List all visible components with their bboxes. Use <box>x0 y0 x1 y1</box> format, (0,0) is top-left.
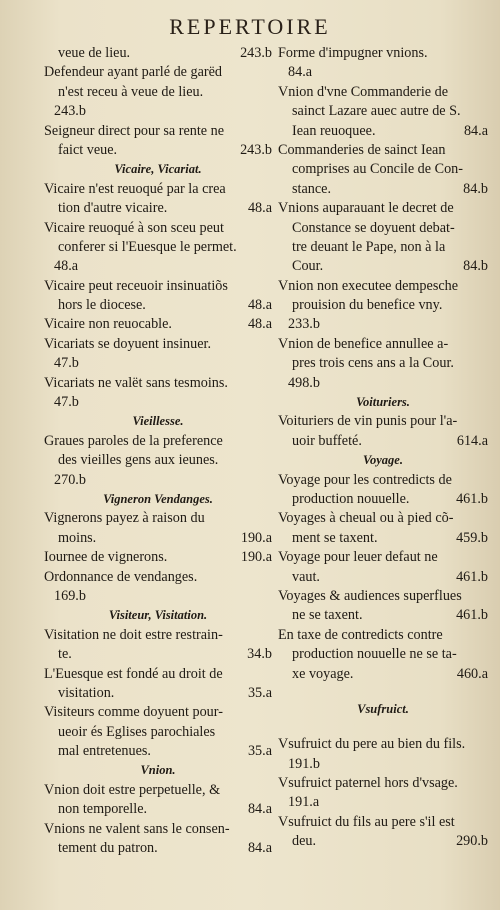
index-line <box>278 335 488 354</box>
section-heading <box>278 700 488 719</box>
index-line <box>44 354 272 373</box>
index-line <box>44 548 272 567</box>
entry-text: Vigneron Vendanges. <box>103 491 213 506</box>
folio-reference: 48.a <box>247 200 272 217</box>
entry-text: comprises au Concile de Con- <box>292 161 463 178</box>
entry-text: 191.a <box>288 794 320 811</box>
entry-text: 233.b <box>288 316 320 333</box>
section-heading <box>44 490 272 509</box>
folio-reference: 84.a <box>463 122 488 139</box>
folio-reference: 460.a <box>456 665 488 682</box>
entry-text: veue de lieu. <box>58 45 131 61</box>
entry-text: Voituriers. <box>356 395 410 410</box>
folio-reference: 84.a <box>247 840 272 857</box>
index-line <box>44 44 272 63</box>
index-line <box>278 296 488 315</box>
spacer <box>278 684 488 700</box>
index-line <box>44 374 272 393</box>
folio-reference: 35.a <box>247 684 272 701</box>
entry-text: Vsufruict du fils au pere s'il est <box>278 813 455 830</box>
section-heading <box>44 160 272 179</box>
index-line <box>44 509 272 528</box>
entry-text: Voituriers de vin punis pour l'a- <box>278 413 458 430</box>
index-line <box>278 665 488 684</box>
index-line <box>278 63 488 82</box>
entry-text: 47.b <box>54 394 79 411</box>
entry-text: Vnion d'vne Commanderie de <box>278 83 449 100</box>
entry-text: Commanderies de sainct Iean <box>278 141 446 158</box>
entry-text: vaut. <box>292 568 320 585</box>
entry-text: Voyage pour les contredicts de <box>278 471 452 488</box>
entry-text: Vnion de benefice annullee a- <box>278 335 449 352</box>
folio-reference: 190.a <box>240 549 272 566</box>
index-line <box>44 626 272 645</box>
index-line <box>278 735 488 754</box>
entry-text: Vicaire reuoqué à son sceu peut <box>44 219 224 236</box>
left-index-column <box>44 44 272 858</box>
folio-reference: 290.b <box>456 833 488 850</box>
section-heading <box>278 451 488 470</box>
entry-text: Visiteurs comme doyuent pour- <box>44 704 223 721</box>
index-line <box>278 793 488 812</box>
folio-reference: 459.b <box>456 529 488 546</box>
folio-reference: 34.b <box>247 646 272 663</box>
index-line <box>44 568 272 587</box>
folio-reference: 190.a <box>240 529 272 546</box>
index-line <box>44 83 272 102</box>
entry-text: Ordonnance de vendanges. <box>44 568 198 585</box>
index-line <box>44 180 272 199</box>
index-line <box>278 180 488 199</box>
index-line <box>278 645 488 664</box>
index-line <box>278 509 488 528</box>
index-line <box>278 354 488 373</box>
entry-text: des vieilles gens aux ieunes. <box>58 452 219 469</box>
entry-text: Vicaire, Vicariat. <box>114 162 202 177</box>
entry-text: faict veue. <box>58 141 118 158</box>
folio-reference: 35.a <box>247 743 272 760</box>
index-line <box>278 160 488 179</box>
index-line <box>44 471 272 490</box>
entry-text: 48.a <box>54 258 79 275</box>
entry-text: tion d'autre vicaire. <box>58 200 168 217</box>
index-line <box>44 122 272 141</box>
index-line <box>44 665 272 684</box>
entry-text: uoir buffeté. <box>292 432 362 449</box>
index-line <box>278 374 488 393</box>
entry-text: stance. <box>292 180 331 197</box>
entry-text: Seigneur direct pour sa rente ne <box>44 122 225 139</box>
index-line <box>278 199 488 218</box>
entry-text: Vnion. <box>140 763 176 778</box>
index-line <box>278 315 488 334</box>
entry-text: hors le diocese. <box>58 297 146 314</box>
index-line <box>278 529 488 548</box>
folio-reference: 243.b <box>240 141 272 158</box>
index-line <box>278 587 488 606</box>
entry-text: L'Euesque est fondé au droit de <box>44 665 223 682</box>
index-line <box>44 219 272 238</box>
entry-text: Vieillesse. <box>132 414 184 429</box>
entry-text: Voyage. <box>363 453 403 468</box>
entry-text: Defendeur ayant parlé de garëd <box>44 64 223 81</box>
entry-text: ne se taxent. <box>292 607 363 624</box>
entry-text: pres trois cens ans a la Cour. <box>292 355 454 372</box>
index-line <box>278 774 488 793</box>
index-line <box>44 781 272 800</box>
entry-text: production nouuelle ne se ta- <box>292 646 457 663</box>
entry-text: conferer si l'Euesque le permet. <box>58 238 237 255</box>
index-line <box>44 102 272 121</box>
index-line <box>278 471 488 490</box>
entry-text: Vnions auparauant le decret de <box>278 200 454 217</box>
index-line <box>44 393 272 412</box>
entry-text: Vicariats se doyuent insinuer. <box>44 335 211 352</box>
index-line <box>278 257 488 276</box>
entry-text: n'est receu à veue de lieu. <box>58 83 204 100</box>
index-line <box>278 432 488 451</box>
entry-text: non temporelle. <box>58 801 148 818</box>
entry-text: Vsufruict du pere au bien du fils. <box>278 736 466 753</box>
entry-text: Cour. <box>292 258 324 275</box>
entry-text: Vsufruict paternel hors d'vsage. <box>278 775 458 792</box>
entry-text: Vsufruict. <box>357 701 409 716</box>
section-heading <box>44 761 272 780</box>
entry-text: 47.b <box>54 355 79 372</box>
index-line <box>44 742 272 761</box>
entry-text: ueoir és Eglises parochiales <box>58 723 216 740</box>
index-line <box>44 645 272 664</box>
entry-text: Iournee de vignerons. <box>44 549 168 566</box>
entry-text: 169.b <box>54 587 86 604</box>
index-line <box>278 813 488 832</box>
index-line <box>44 703 272 722</box>
entry-text: Vnion doit estre perpetuelle, & <box>44 781 221 798</box>
index-line <box>278 102 488 121</box>
entry-text: Iean reuoquee. <box>292 122 376 139</box>
entry-text: te. <box>58 646 72 663</box>
entry-text: 243.b <box>54 103 86 120</box>
folio-reference: 84.a <box>247 801 272 818</box>
entry-text: Forme d'impugner vnions. <box>278 45 428 61</box>
entry-text: moins. <box>58 529 97 546</box>
index-line <box>44 684 272 703</box>
index-line <box>44 199 272 218</box>
section-heading <box>44 606 272 625</box>
index-line <box>278 277 488 296</box>
index-line <box>44 296 272 315</box>
right-index-column <box>278 44 488 852</box>
entry-text: Constance se doyuent debat- <box>292 219 455 236</box>
entry-text: prouision du benefice vny. <box>292 297 443 314</box>
entry-text: mal entretenues. <box>58 743 151 760</box>
entry-text: Voyage pour leuer defaut ne <box>278 549 438 566</box>
folio-reference: 461.b <box>456 490 488 507</box>
entry-text: Visitation ne doit estre restrain- <box>44 626 223 643</box>
entry-text: Voyages à cheual ou à pied cõ- <box>278 510 454 527</box>
index-line <box>278 219 488 238</box>
index-line <box>44 451 272 470</box>
entry-text: sainct Lazare auec autre de S. <box>292 103 461 120</box>
folio-reference: 48.a <box>247 297 272 314</box>
index-line <box>44 141 272 160</box>
folio-reference: 461.b <box>456 568 488 585</box>
index-line <box>278 44 488 63</box>
entry-text: Vignerons payez à raison du <box>44 510 205 527</box>
folio-reference: 84.b <box>463 258 488 275</box>
index-line <box>278 412 488 431</box>
entry-text: tement du patron. <box>58 840 158 857</box>
index-line <box>278 606 488 625</box>
index-line <box>44 257 272 276</box>
index-line <box>44 315 272 334</box>
folio-reference: 48.a <box>247 316 272 333</box>
folio-reference: 84.b <box>463 180 488 197</box>
entry-text: Voyages & audiences superflues <box>278 587 462 604</box>
entry-text: 498.b <box>288 374 320 391</box>
entry-text: 84.a <box>288 64 313 81</box>
entry-text: Vicaire peut receuoir insinuatiõs <box>44 277 228 294</box>
index-line <box>44 529 272 548</box>
entry-text: deu. <box>292 833 317 850</box>
folio-reference: 461.b <box>456 607 488 624</box>
index-line <box>44 63 272 82</box>
folio-reference: 614.a <box>456 432 488 449</box>
entry-text: Vicaire non reuocable. <box>44 316 172 333</box>
index-line <box>278 141 488 160</box>
index-line <box>44 432 272 451</box>
section-heading <box>278 393 488 412</box>
entry-text: production nouuelle. <box>292 490 410 507</box>
entry-text: ment se taxent. <box>292 529 378 546</box>
entry-text: 191.b <box>288 755 320 772</box>
index-line <box>44 335 272 354</box>
index-line <box>278 238 488 257</box>
section-heading <box>44 412 272 431</box>
spacer <box>278 719 488 735</box>
index-line <box>44 238 272 257</box>
index-line <box>278 568 488 587</box>
entry-text: xe voyage. <box>292 665 354 682</box>
index-line <box>278 832 488 851</box>
entry-text: tre deuant le Pape, non à la <box>292 238 446 255</box>
index-line <box>278 490 488 509</box>
index-line <box>278 548 488 567</box>
entry-text: Vicaire n'est reuoqué par la crea <box>44 180 226 197</box>
index-line <box>278 83 488 102</box>
index-line <box>44 839 272 858</box>
index-line <box>44 587 272 606</box>
index-line <box>44 277 272 296</box>
index-line <box>44 723 272 742</box>
entry-text: Vnion non executee dempesche <box>278 277 459 294</box>
entry-text: Vicariats ne valët sans tesmoins. <box>44 374 228 391</box>
entry-text: Vnions ne valent sans le consen- <box>44 820 230 837</box>
index-line <box>278 755 488 774</box>
page-header: REPERTOIRE <box>169 14 331 39</box>
entry-text: 270.b <box>54 471 86 488</box>
entry-text: Visiteur, Visitation. <box>108 608 208 623</box>
index-line <box>44 800 272 819</box>
entry-text: En taxe de contredicts contre <box>278 626 443 643</box>
index-line <box>278 626 488 645</box>
index-line <box>44 820 272 839</box>
index-line <box>278 122 488 141</box>
folio-reference: 243.b <box>240 45 272 61</box>
entry-text: visitation. <box>58 684 115 701</box>
entry-text: Graues paroles de la preference <box>44 432 223 449</box>
